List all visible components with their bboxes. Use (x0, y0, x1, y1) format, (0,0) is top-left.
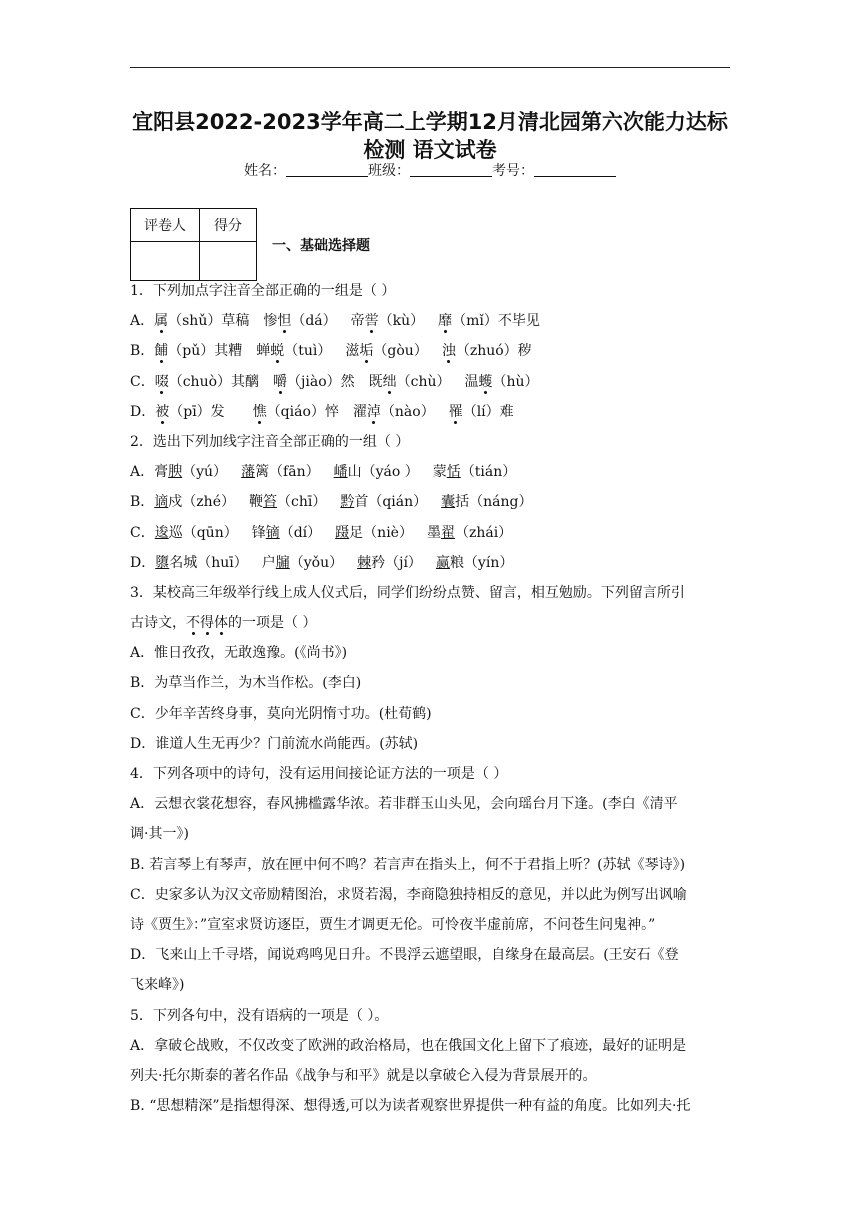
q1-stem: 1．下列加点字注音全部正确的一组是（ ） (130, 283, 396, 299)
exam-title-line1: 宜阳县2022-2023学年高二上学期12月清北园第六次能力达标 (132, 110, 728, 134)
exam-number-label: 考号： (492, 163, 534, 179)
q5-option-b-line1: B. “思想精深”是指想得深、想得透,可以为读者观察世界提供一种有益的角度。比如列夫·托 (130, 1098, 691, 1115)
exam-number-blank[interactable] (534, 162, 616, 177)
grader-header: 评卷人 (131, 209, 200, 242)
class-label: 班级： (368, 163, 410, 179)
q3-stem-line1: 3．某校高三年级举行线上成人仪式后，同学们纷纷点赞、留言，相互勉励。下列留言所引 (130, 584, 685, 601)
q4-option-b: B. 若言琴上有琴声，放在匣中何不鸣？若言声在指头上，何不于君指上听？(苏轼《琴诗》) (130, 856, 686, 873)
q1-option-a: A．属（shǔ）草稿 惨怛（dá） 帝喾（kù） 靡（mǐ）不毕见 (130, 313, 540, 330)
score-header: 得分 (200, 209, 257, 242)
score-table (130, 208, 257, 281)
q5-option-a-line1: A．拿破仑战败，不仅改变了欧洲的政治格局，也在俄国文化上留下了痕迹，最好的证明是 (130, 1037, 687, 1054)
q5-option-a-line2: 列夫·托尔斯泰的著名作品《战争与和平》就是以拿破仑入侵为背景展开的。 (130, 1067, 597, 1084)
section-title: 一、基础选择题 (272, 238, 370, 254)
q5-stem: 5．下列各句中，没有语病的一项是（ ）。 (130, 1007, 389, 1024)
questions-body (130, 279, 732, 1124)
q2-option-d: D．隳名城（huī） 户牖（yǒu） 棘矜（jí） 赢粮（yín） (130, 554, 514, 571)
q4-option-c-line1: C．史家多认为汉文帝励精图治，求贤若渴，李商隐独持相反的意见，并以此为例写出讽喻 (130, 886, 687, 903)
q4-option-d-line1: D．飞来山上千寻塔，闻说鸡鸣见日升。不畏浮云遮望眼，自缘身在最高层。(王安石《登 (130, 947, 679, 964)
q4-option-c-line2: 诗《贾生》：”宣室求贤访逐臣，贾生才调更无伦。可怜夜半虚前席，不问苍生问鬼神。” (130, 916, 656, 933)
q3-stem-line2: 古诗文，不得体的一项是（ ） (130, 615, 317, 632)
q3-option-d: D．谁道人生无再少？门前流水尚能西。(苏轼) (130, 735, 419, 752)
q4-option-a-line1: A．云想衣裳花想容，春风拂槛露华浓。若非群玉山头见，会向瑶台月下逢。(李白《清平 (130, 796, 678, 813)
exam-title-line2: 检测 语文试卷 (363, 138, 497, 162)
q3-option-c: C．少年辛苦终身事，莫向光阴惰寸功。(杜荀鹤) (130, 705, 432, 722)
q1-option-d: D．被（pī）发 憔（qiáo）悴 濯淖（nào） 罹（lí）难 (130, 403, 514, 420)
q1-option-c: C．啜（chuò）其醨 嚼（jiào）然 既绌（chù） 温蠖（hù） (130, 373, 539, 390)
q3-option-b: B．为草当作兰，为木当作松。(李白) (130, 675, 362, 692)
q4-option-a-line2: 调·其一》) (130, 826, 189, 843)
name-blank[interactable] (286, 162, 368, 177)
score-cell (200, 242, 257, 281)
q2-option-b: B．谪戍（zhé） 鞭笞（chī） 黔首（qián） 囊括（náng） (130, 494, 533, 511)
q2-option-a: A．膏腴（yú） 藩篱（fān） 嶓山（yáo ） 蒙恬（tián） (130, 464, 517, 481)
name-label: 姓名： (244, 163, 286, 179)
class-blank[interactable] (410, 162, 492, 177)
q2-stem: 2．选出下列加线字注音全部正确的一组（ ） (130, 433, 410, 450)
q4-stem: 4．下列各项中的诗句，没有运用间接论证方法的一项是（ ） (130, 766, 508, 782)
student-info-line (130, 160, 730, 180)
top-divider (130, 67, 730, 68)
q2-option-c: C．逡巡（qūn） 锋镝（dí） 蹑足（niè） 墨翟（zhái） (130, 524, 513, 541)
q3-option-a: A．惟日孜孜，无敢逸豫。(《尚书》) (130, 645, 348, 662)
q4-option-d-line2: 飞来峰》) (130, 977, 185, 994)
grader-cell (131, 242, 200, 281)
q1-option-b: B．餔（pǔ）其糟 蝉蜕（tuì） 滋垢（gòu） 浊（zhuó）秽 (130, 343, 532, 360)
